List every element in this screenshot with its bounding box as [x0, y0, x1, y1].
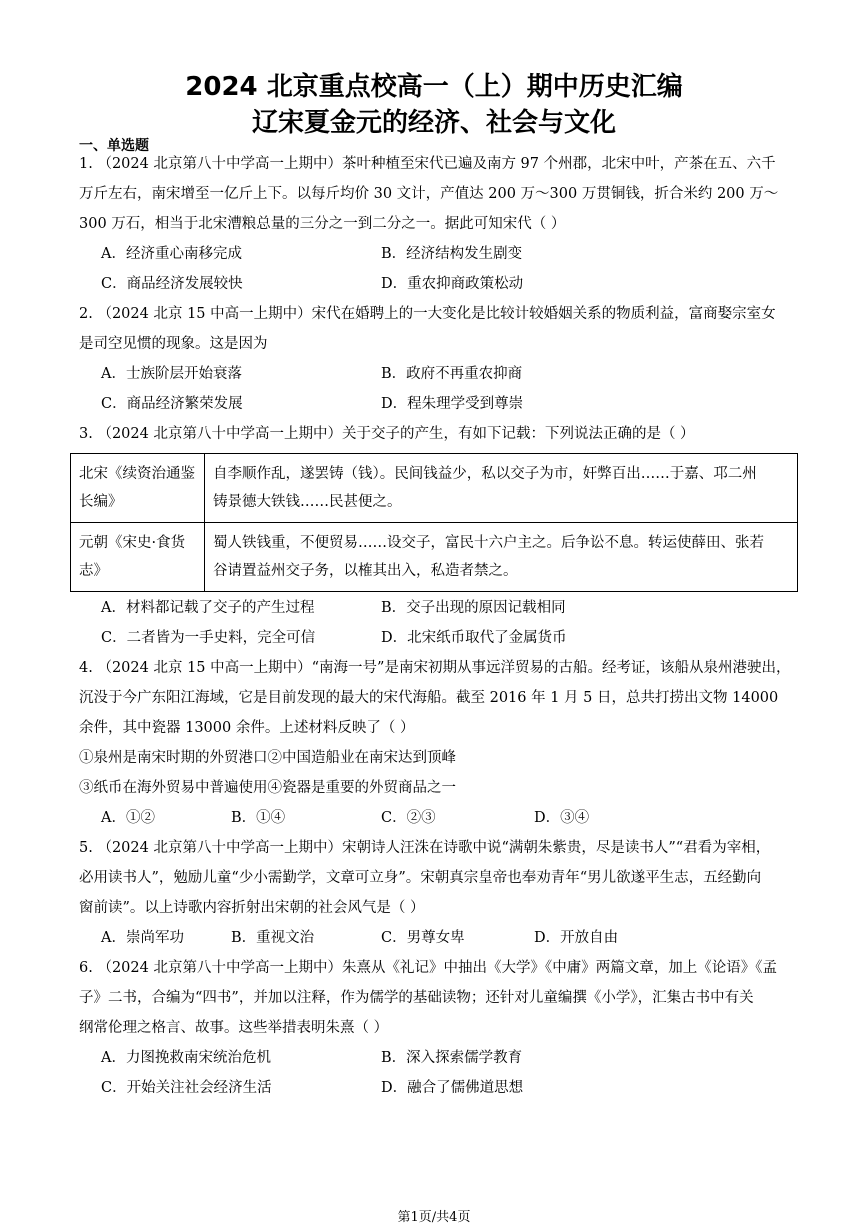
question-4-line: 余件，其中瓷器 13000 余件。上述材料反映了（ ） — [79, 720, 415, 736]
question-6-option-c[interactable]: C．开始关注社会经济生活 — [101, 1080, 272, 1096]
excerpt-line: 自李顺作乱，遂罢铸（钱）。民间钱益少，私以交子为市，奸弊百出……于嘉、邛二州 — [213, 466, 757, 482]
excerpt-line: 谷请置益州交子务，以榷其出入，私造者禁之。 — [213, 563, 518, 579]
question-4-line: 沉没于今广东阳江海域，它是目前发现的最大的宋代海船。截至 2016 年 1 月 5 日，总共打捞出文物 14000 — [79, 690, 779, 706]
question-3-line: 3. （2024 北京第八十中学高一上期中）关于交子的产生，有如下记载：下列说法正确的是（ ） — [79, 426, 695, 442]
excerpt-line: 蜀人铁钱重，不便贸易……设交子，富民十六户主之。后争讼不息。转运使薛田、张若 — [213, 535, 764, 551]
excerpt-cell — [205, 523, 798, 592]
question-1-option-c[interactable]: C．商品经济发展较快 — [101, 276, 243, 292]
question-2-option-b[interactable]: B．政府不再重农抑商 — [381, 366, 523, 382]
question-6-line: 纲常伦理之格言、故事。这些举措表明朱熹（ ） — [79, 1020, 389, 1036]
question-4-statement: ③纸币在海外贸易中普遍使用④瓷器是重要的外贸商品之一 — [79, 780, 456, 796]
page-number: 第1页/共4页 — [397, 1210, 471, 1225]
question-6-line: 6. （2024 北京第八十中学高一上期中）朱熹从《礼记》中抽出《大学》《中庸》两篇文章，加上《论语》《孟 — [79, 960, 777, 976]
section-heading: 一、单选题 — [79, 138, 149, 154]
question-4-line: 4. （2024 北京 15 中高一上期中）“南海一号”是南宋初期从事远洋贸易的古船。经考证，该船从泉州港驶出， — [79, 660, 791, 676]
question-5-option-a[interactable]: A．崇尚军功 — [101, 930, 184, 946]
question-4-option-b[interactable]: B．①④ — [231, 810, 286, 826]
excerpt-cell — [205, 454, 798, 523]
document-subtitle: 辽宋夏金元的经济、社会与文化 — [251, 108, 616, 138]
excerpt-line: 铸景德大铁钱……民甚便之。 — [213, 494, 402, 510]
question-5-line: 5. （2024 北京第八十中学高一上期中）宋朝诗人汪洙在诗歌中说“满朝朱紫贵，尽是读书人”“君看为宰相， — [79, 840, 771, 856]
question-2-option-a[interactable]: A．士族阶层开始衰落 — [101, 366, 242, 382]
source-cell-line: 北宋《续资治通鉴 — [79, 466, 195, 482]
question-1-line: 300 万石，相当于北宋漕粮总量的三分之一到二分之一。据此可知宋代（ ） — [79, 216, 566, 232]
question-5-line: 窗前读”。以上诗歌内容折射出宋朝的社会风气是（ ） — [79, 900, 425, 916]
question-1-line: 1. （2024 北京第八十中学高一上期中）茶叶种植至宋代已遍及南方 97 个州郡，北宋中叶，产茶在五、六千 — [79, 156, 776, 172]
source-cell-line: 长编》 — [79, 494, 123, 510]
question-3-option-d[interactable]: D．北宋纸币取代了金属货币 — [381, 630, 567, 646]
question-5-line: 必用读书人”，勉励儿童“少小需勤学，文章可立身”。宋朝真宗皇帝也奉劝青年“男儿欲遂平生志，五经勤向 — [79, 870, 762, 886]
question-2-option-c[interactable]: C．商品经济繁荣发展 — [101, 396, 243, 412]
source-cell — [71, 523, 205, 592]
question-1-option-a[interactable]: A．经济重心南移完成 — [101, 246, 242, 262]
question-4-option-d[interactable]: D．③④ — [534, 810, 590, 826]
source-cell — [71, 454, 205, 523]
table-row — [71, 454, 798, 523]
table-row — [71, 523, 798, 592]
question-4-option-c[interactable]: C．②③ — [381, 810, 436, 826]
question-4-statement: ①泉州是南宋时期的外贸港口②中国造船业在南宋达到顶峰 — [79, 750, 456, 766]
question-6-line: 子》二书，合编为“四书”，并加以注释，作为儒学的基础读物；还针对儿童编撰《小学》，汇集古书中有关 — [79, 990, 754, 1006]
source-cell-line: 元朝《宋史·食货 — [79, 535, 186, 551]
question-2-line: 2. （2024 北京 15 中高一上期中）宋代在婚聘上的一大变化是比较计较婚姻关系的物质利益，富商娶宗室女 — [79, 306, 776, 322]
question-1-option-b[interactable]: B．经济结构发生剧变 — [381, 246, 523, 262]
question-6-option-d[interactable]: D．融合了儒佛道思想 — [381, 1080, 524, 1096]
question-2-line: 是司空见惯的现象。这是因为 — [79, 336, 268, 352]
source-table — [70, 453, 798, 592]
question-3-option-c[interactable]: C．二者皆为一手史料，完全可信 — [101, 630, 316, 646]
question-6-option-a[interactable]: A．力图挽救南宋统治危机 — [101, 1050, 271, 1066]
question-3-option-a[interactable]: A．材料都记载了交子的产生过程 — [101, 600, 315, 616]
document-title: 2024 北京重点校高一（上）期中历史汇编 — [185, 72, 683, 102]
question-1-line: 万斤左右，南宋增至一亿斤上下。以每斤均价 30 文计，产值达 200 万～300 万贯铜钱，折合米约 200 万～ — [79, 186, 779, 202]
question-6-option-b[interactable]: B．深入探索儒学教育 — [381, 1050, 523, 1066]
question-5-option-d[interactable]: D．开放自由 — [534, 930, 619, 946]
question-2-option-d[interactable]: D．程朱理学受到尊崇 — [381, 396, 524, 412]
question-5-option-c[interactable]: C．男尊女卑 — [381, 930, 465, 946]
source-cell-line: 志》 — [79, 563, 108, 579]
question-3-option-b[interactable]: B．交子出现的原因记载相同 — [381, 600, 566, 616]
question-5-option-b[interactable]: B．重视文治 — [231, 930, 315, 946]
question-1-option-d[interactable]: D．重农抑商政策松动 — [381, 276, 524, 292]
question-4-option-a[interactable]: A．①② — [101, 810, 155, 826]
